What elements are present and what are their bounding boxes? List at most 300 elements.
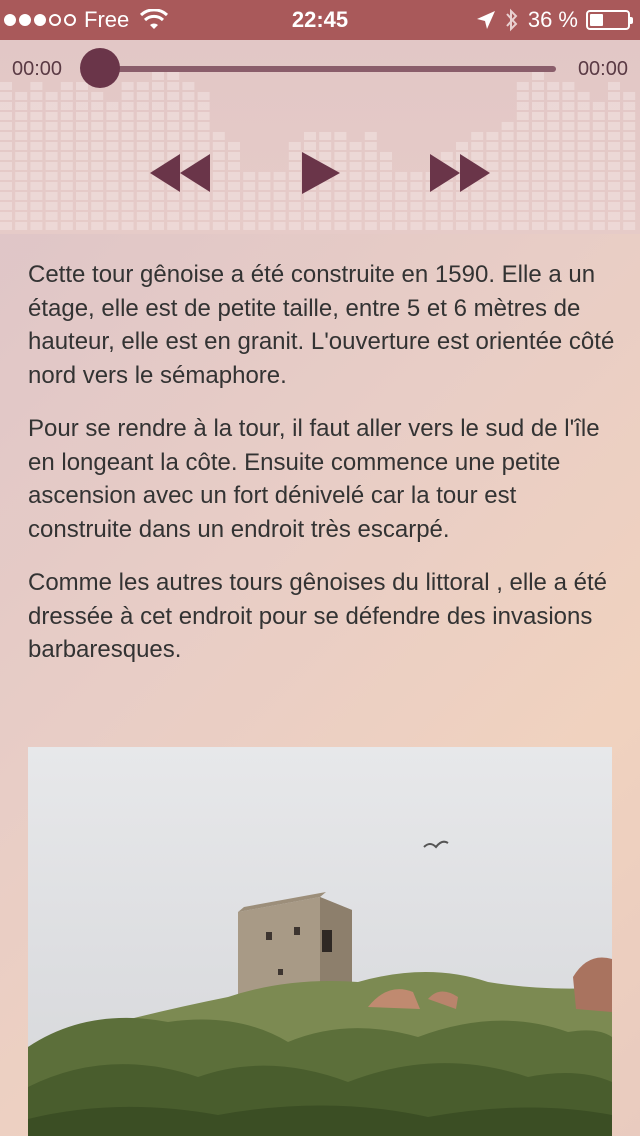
equalizer-cell <box>502 142 514 150</box>
equalizer-cell <box>76 132 88 140</box>
equalizer-cell <box>152 142 164 150</box>
equalizer-cell <box>213 192 225 200</box>
equalizer-cell <box>547 82 559 90</box>
equalizer-cell <box>46 92 58 100</box>
equalizer-cell <box>365 222 377 230</box>
equalizer-cell <box>578 102 590 110</box>
equalizer-cell <box>15 142 27 150</box>
bluetooth-icon <box>504 8 520 32</box>
equalizer-cell <box>122 102 134 110</box>
equalizer-cell <box>410 212 422 220</box>
equalizer-cell <box>274 192 286 200</box>
equalizer-cell <box>0 102 12 110</box>
equalizer-cell <box>15 92 27 100</box>
equalizer-cell <box>578 152 590 160</box>
equalizer-cell <box>380 172 392 180</box>
equalizer-cell <box>350 152 362 160</box>
equalizer-cell <box>578 172 590 180</box>
equalizer-cell <box>91 162 103 170</box>
equalizer-cell <box>198 112 210 120</box>
equalizer-cell <box>15 222 27 230</box>
signal-dot <box>4 14 16 26</box>
equalizer-cell <box>304 212 316 220</box>
equalizer-cell <box>578 222 590 230</box>
equalizer-cell <box>258 192 270 200</box>
equalizer-cell <box>30 222 42 230</box>
equalizer-cell <box>198 122 210 130</box>
equalizer-cell <box>76 182 88 190</box>
equalizer-cell <box>0 212 12 220</box>
equalizer-cell <box>76 92 88 100</box>
equalizer-cell <box>152 212 164 220</box>
equalizer-cell <box>15 132 27 140</box>
equalizer-cell <box>182 102 194 110</box>
equalizer-cell <box>122 82 134 90</box>
equalizer-cell <box>486 132 498 140</box>
equalizer-cell <box>76 102 88 110</box>
equalizer-cell <box>410 192 422 200</box>
equalizer-cell <box>517 132 529 140</box>
equalizer-cell <box>213 132 225 140</box>
equalizer-cell <box>319 132 331 140</box>
equalizer-cell <box>152 112 164 120</box>
equalizer-cell <box>562 192 574 200</box>
equalizer-cell <box>258 172 270 180</box>
equalizer-cell <box>593 222 605 230</box>
equalizer-cell <box>502 182 514 190</box>
equalizer-cell <box>547 92 559 100</box>
equalizer-cell <box>532 112 544 120</box>
equalizer-cell <box>46 142 58 150</box>
equalizer-cell <box>167 212 179 220</box>
equalizer-cell <box>395 182 407 190</box>
equalizer-cell <box>334 142 346 150</box>
equalizer-cell <box>30 152 42 160</box>
equalizer-cell <box>213 162 225 170</box>
equalizer-cell <box>608 142 620 150</box>
equalizer-cell <box>365 192 377 200</box>
equalizer-cell <box>137 152 149 160</box>
equalizer-cell <box>182 112 194 120</box>
equalizer-cell <box>137 162 149 170</box>
equalizer-cell <box>319 212 331 220</box>
equalizer-cell <box>106 142 118 150</box>
equalizer-cell <box>547 212 559 220</box>
equalizer-cell <box>46 122 58 130</box>
equalizer-cell <box>106 162 118 170</box>
equalizer-cell <box>532 152 544 160</box>
equalizer-cell <box>0 222 12 230</box>
equalizer-cell <box>91 152 103 160</box>
equalizer-cell <box>258 222 270 230</box>
equalizer-cell <box>334 222 346 230</box>
equalizer-cell <box>243 172 255 180</box>
equalizer-cell <box>15 172 27 180</box>
equalizer-cell <box>608 172 620 180</box>
equalizer-cell <box>380 222 392 230</box>
equalizer-cell <box>15 112 27 120</box>
equalizer-cell <box>380 192 392 200</box>
equalizer-cell <box>532 212 544 220</box>
equalizer-cell <box>46 162 58 170</box>
equalizer-cell <box>0 112 12 120</box>
current-time: 00:00 <box>12 58 63 80</box>
equalizer-cell <box>319 202 331 210</box>
equalizer-cell <box>228 162 240 170</box>
equalizer-cell <box>471 202 483 210</box>
equalizer-cell <box>593 152 605 160</box>
carrier-name: Free <box>84 7 130 32</box>
equalizer-cell <box>426 202 438 210</box>
equalizer-cell <box>15 202 27 210</box>
battery-percent: 36 % <box>527 7 578 32</box>
equalizer-cell <box>593 192 605 200</box>
equalizer-cell <box>274 212 286 220</box>
equalizer-cell <box>152 102 164 110</box>
equalizer-cell <box>562 142 574 150</box>
equalizer-cell <box>289 202 301 210</box>
equalizer-cell <box>61 152 73 160</box>
equalizer-cell <box>106 202 118 210</box>
equalizer-cell <box>167 132 179 140</box>
equalizer-cell <box>547 102 559 110</box>
equalizer-cell <box>61 182 73 190</box>
equalizer-cell <box>532 172 544 180</box>
equalizer-cell <box>198 92 210 100</box>
equalizer-cell <box>152 132 164 140</box>
equalizer-cell <box>228 192 240 200</box>
equalizer-cell <box>623 222 635 230</box>
equalizer-cell <box>15 212 27 220</box>
equalizer-cell <box>365 182 377 190</box>
equalizer-cell <box>532 202 544 210</box>
equalizer-cell <box>562 82 574 90</box>
equalizer-cell <box>623 202 635 210</box>
rewind-icon <box>148 150 212 196</box>
equalizer-cell <box>213 152 225 160</box>
equalizer-cell <box>410 202 422 210</box>
equalizer-cell <box>274 172 286 180</box>
equalizer-cell <box>61 172 73 180</box>
tower-illustration <box>28 747 612 1136</box>
equalizer-cell <box>517 212 529 220</box>
equalizer-cell <box>61 222 73 230</box>
equalizer-cell <box>517 112 529 120</box>
equalizer-cell <box>152 222 164 230</box>
equalizer-cell <box>517 182 529 190</box>
equalizer-cell <box>228 212 240 220</box>
fast-forward-button[interactable] <box>428 150 492 196</box>
equalizer-cell <box>365 172 377 180</box>
equalizer-cell <box>502 132 514 140</box>
equalizer-cell <box>106 212 118 220</box>
equalizer-cell <box>365 212 377 220</box>
equalizer-cell <box>15 122 27 130</box>
equalizer-cell <box>122 222 134 230</box>
equalizer-cell <box>76 172 88 180</box>
equalizer-cell <box>486 222 498 230</box>
equalizer-cell <box>350 202 362 210</box>
equalizer-cell <box>198 102 210 110</box>
equalizer-cell <box>213 222 225 230</box>
equalizer-cell <box>15 192 27 200</box>
equalizer-cell <box>91 222 103 230</box>
equalizer-cell <box>182 142 194 150</box>
equalizer-cell <box>258 182 270 190</box>
equalizer-cell <box>137 122 149 130</box>
equalizer-cell <box>532 122 544 130</box>
equalizer-cell <box>395 222 407 230</box>
equalizer-cell <box>623 162 635 170</box>
equalizer-cell <box>182 82 194 90</box>
equalizer-cell <box>167 92 179 100</box>
equalizer-cell <box>593 172 605 180</box>
equalizer-cell <box>502 212 514 220</box>
battery-fill <box>590 14 603 26</box>
equalizer-cell <box>578 132 590 140</box>
equalizer-cell <box>578 182 590 190</box>
equalizer-cell <box>198 202 210 210</box>
equalizer-cell <box>547 152 559 160</box>
equalizer-cell <box>410 172 422 180</box>
equalizer-cell <box>623 102 635 110</box>
equalizer-cell <box>441 212 453 220</box>
equalizer-cell <box>623 122 635 130</box>
equalizer-cell <box>137 142 149 150</box>
equalizer-cell <box>471 212 483 220</box>
equalizer-cell <box>61 192 73 200</box>
equalizer-cell <box>623 192 635 200</box>
equalizer-cell <box>608 162 620 170</box>
equalizer-cell <box>456 212 468 220</box>
equalizer-cell <box>182 222 194 230</box>
equalizer-cell <box>30 102 42 110</box>
equalizer-cell <box>122 92 134 100</box>
equalizer-cell <box>106 222 118 230</box>
equalizer-cell <box>410 182 422 190</box>
equalizer-cell <box>502 162 514 170</box>
progress-knob[interactable] <box>80 48 120 88</box>
signal-dot <box>64 14 76 26</box>
equalizer-cell <box>608 92 620 100</box>
equalizer-cell <box>243 202 255 210</box>
equalizer-cell <box>623 132 635 140</box>
equalizer-cell <box>547 162 559 170</box>
equalizer-cell <box>167 72 179 80</box>
equalizer-cell <box>593 112 605 120</box>
equalizer-cell <box>30 122 42 130</box>
equalizer-cell <box>319 222 331 230</box>
equalizer-cell <box>350 222 362 230</box>
equalizer-cell <box>608 192 620 200</box>
equalizer-cell <box>532 222 544 230</box>
equalizer-cell <box>304 132 316 140</box>
equalizer-cell <box>365 162 377 170</box>
equalizer-cell <box>547 142 559 150</box>
equalizer-cell <box>122 152 134 160</box>
equalizer-cell <box>532 102 544 110</box>
equalizer-cell <box>502 122 514 130</box>
equalizer-cell <box>547 222 559 230</box>
equalizer-cell <box>578 192 590 200</box>
equalizer-cell <box>380 182 392 190</box>
equalizer-cell <box>456 222 468 230</box>
equalizer-cell <box>593 122 605 130</box>
equalizer-cell <box>228 172 240 180</box>
play-button[interactable] <box>298 150 344 196</box>
equalizer-cell <box>30 82 42 90</box>
equalizer-cell <box>0 142 12 150</box>
equalizer-cell <box>0 82 12 90</box>
equalizer-cell <box>517 162 529 170</box>
equalizer-cell <box>562 222 574 230</box>
equalizer-cell <box>517 202 529 210</box>
equalizer-cell <box>380 212 392 220</box>
equalizer-cell <box>46 212 58 220</box>
equalizer-cell <box>76 112 88 120</box>
equalizer-cell <box>106 182 118 190</box>
equalizer-cell <box>502 152 514 160</box>
equalizer-cell <box>61 202 73 210</box>
equalizer-cell <box>608 102 620 110</box>
equalizer-cell <box>547 202 559 210</box>
equalizer-cell <box>517 92 529 100</box>
equalizer-cell <box>91 142 103 150</box>
equalizer-cell <box>623 212 635 220</box>
equalizer-cell <box>334 132 346 140</box>
equalizer-cell <box>532 132 544 140</box>
equalizer-cell <box>562 172 574 180</box>
equalizer-cell <box>380 152 392 160</box>
equalizer-cell <box>517 172 529 180</box>
equalizer-cell <box>608 132 620 140</box>
equalizer-cell <box>608 152 620 160</box>
equalizer-cell <box>532 82 544 90</box>
equalizer-cell <box>76 222 88 230</box>
equalizer-cell <box>593 142 605 150</box>
equalizer-cell <box>198 142 210 150</box>
equalizer-cell <box>350 212 362 220</box>
equalizer-cell <box>30 212 42 220</box>
equalizer-cell <box>441 222 453 230</box>
equalizer-cell <box>0 92 12 100</box>
paragraph: Cette tour gênoise a été construite en 1590. Elle a un étage, elle est de petite taille, entre 5 et 6 mètres de hauteur, elle est en granit. L'ouverture est orientée côté nord vers le sémaphore. <box>28 261 615 389</box>
equalizer-cell <box>350 182 362 190</box>
equalizer-cell <box>593 212 605 220</box>
equalizer-cell <box>517 82 529 90</box>
equalizer-cell <box>274 222 286 230</box>
equalizer-cell <box>593 162 605 170</box>
equalizer-cell <box>623 182 635 190</box>
equalizer-cell <box>562 102 574 110</box>
equalizer-cell <box>167 122 179 130</box>
equalizer-cell <box>350 172 362 180</box>
equalizer-cell <box>137 212 149 220</box>
equalizer-cell <box>334 212 346 220</box>
progress-track[interactable] <box>90 66 556 72</box>
equalizer-cell <box>532 142 544 150</box>
equalizer-cell <box>502 202 514 210</box>
equalizer-cell <box>502 192 514 200</box>
equalizer-cell <box>289 222 301 230</box>
equalizer-cell <box>76 202 88 210</box>
equalizer-cell <box>91 202 103 210</box>
fast-forward-icon <box>428 150 492 196</box>
equalizer-cell <box>122 112 134 120</box>
equalizer-cell <box>517 152 529 160</box>
equalizer-cell <box>395 202 407 210</box>
equalizer-cell <box>122 142 134 150</box>
equalizer-cell <box>152 82 164 90</box>
equalizer-cell <box>137 132 149 140</box>
equalizer-cell <box>365 142 377 150</box>
equalizer-cell <box>441 202 453 210</box>
equalizer-cell <box>608 112 620 120</box>
battery-icon <box>586 10 630 30</box>
equalizer-cell <box>578 122 590 130</box>
equalizer-cell <box>502 172 514 180</box>
equalizer-cell <box>137 92 149 100</box>
paragraph: Comme les autres tours gênoises du littoral , elle a été dressée à cet endroit pour se défendre des invasions barbaresques. <box>28 569 607 663</box>
equalizer-cell <box>623 112 635 120</box>
equalizer-cell <box>289 212 301 220</box>
equalizer-cell <box>76 142 88 150</box>
equalizer-cell <box>623 152 635 160</box>
equalizer-cell <box>623 142 635 150</box>
equalizer-cell <box>0 192 12 200</box>
equalizer-cell <box>137 112 149 120</box>
equalizer-cell <box>182 92 194 100</box>
equalizer-cell <box>456 202 468 210</box>
equalizer-cell <box>304 222 316 230</box>
equalizer-cell <box>562 92 574 100</box>
equalizer-cell <box>578 162 590 170</box>
equalizer-cell <box>547 122 559 130</box>
equalizer-cell <box>562 182 574 190</box>
equalizer-cell <box>167 142 179 150</box>
equalizer-cell <box>30 172 42 180</box>
equalizer-cell <box>517 192 529 200</box>
equalizer-cell <box>243 212 255 220</box>
rewind-button[interactable] <box>148 150 212 196</box>
equalizer-cell <box>471 142 483 150</box>
equalizer-cell <box>578 92 590 100</box>
equalizer-cell <box>137 102 149 110</box>
equalizer-cell <box>243 182 255 190</box>
equalizer-cell <box>137 192 149 200</box>
equalizer-cell <box>91 182 103 190</box>
equalizer-cell <box>76 162 88 170</box>
equalizer-cell <box>350 192 362 200</box>
equalizer-cell <box>228 182 240 190</box>
equalizer-cell <box>46 172 58 180</box>
equalizer-cell <box>15 102 27 110</box>
equalizer-cell <box>182 212 194 220</box>
equalizer-cell <box>61 162 73 170</box>
equalizer-cell <box>562 132 574 140</box>
equalizer-cell <box>304 202 316 210</box>
equalizer-cell <box>106 152 118 160</box>
equalizer-cell <box>61 112 73 120</box>
equalizer-cell <box>608 212 620 220</box>
equalizer-cell <box>0 162 12 170</box>
equalizer-cell <box>122 192 134 200</box>
equalizer-cell <box>91 112 103 120</box>
equalizer-cell <box>46 192 58 200</box>
equalizer-cell <box>623 172 635 180</box>
status-bar <box>0 0 640 40</box>
equalizer-cell <box>0 152 12 160</box>
